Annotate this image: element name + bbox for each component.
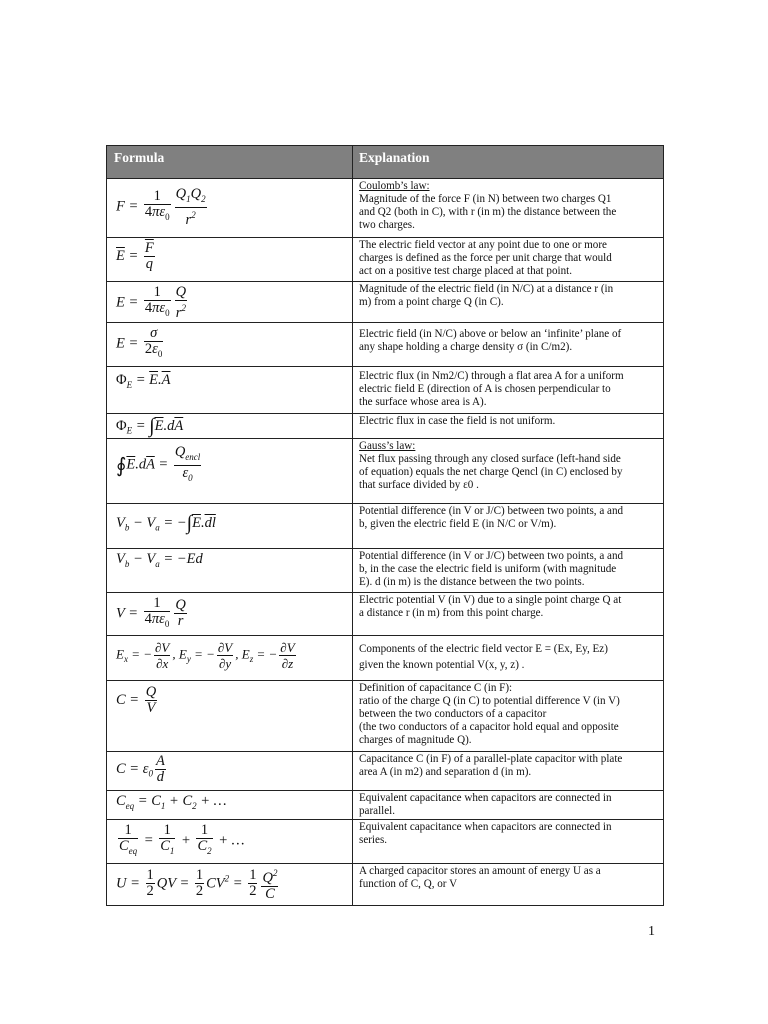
explanation-line: A charged capacitor stores an amount of energy U as a: [359, 865, 601, 877]
formula-cell: [107, 549, 353, 592]
explanation-cell: [353, 439, 663, 503]
explanation-cell: [353, 593, 663, 635]
explanation-cell: [353, 864, 663, 905]
table-row: [107, 636, 663, 681]
table-row: [107, 593, 663, 636]
formula-cell: [107, 323, 353, 366]
explanation-cell: [353, 504, 663, 548]
formula-point-charge-field: E = $\frac{1}{4\pi\varepsilon_0}$ $\frac{Q}{r^2}$: [116, 284, 187, 321]
explanation-line: area A (in m2) and separation d (in m).: [359, 766, 532, 778]
formula-potential-uniform: $V_b - V_a = -Ed$: [116, 551, 203, 569]
table-row: [107, 282, 663, 323]
explanation-line: Gauss’s law:: [359, 440, 416, 452]
explanation-line: Definition of capacitance C (in F):: [359, 682, 513, 694]
formula-column-header: Formula: [107, 146, 353, 178]
explanation-line: electric field E (direction of A is chosen perpendicular to: [359, 383, 611, 395]
formula-cell: [107, 752, 353, 790]
explanation-line: two charges.: [359, 219, 415, 231]
explanation-line: any shape holding a charge density σ (in C/m2).: [359, 341, 573, 353]
explanation-line: m) from a point charge Q (in C).: [359, 296, 504, 308]
formula-cell: [107, 439, 353, 503]
explanation-cell: [353, 549, 663, 592]
formula-cell: [107, 864, 353, 905]
explanation-line: Potential difference (in V or J/C) between two points, a and: [359, 550, 624, 562]
explanation-line: charges of magnitude Q).: [359, 734, 472, 746]
formula-plane-field: E = $\frac{\sigma}{2\varepsilon_0}$: [116, 325, 163, 359]
formula-capacitors-parallel: $C_{eq} = C_1 + C_2$ + …: [116, 793, 227, 811]
table-row: [107, 439, 663, 504]
table-row: [107, 414, 663, 439]
explanation-line: (the two conductors of a capacitor hold equal and opposite: [359, 721, 619, 733]
explanation-cell: [353, 367, 663, 413]
table-row: [107, 820, 663, 864]
explanation-cell: [353, 681, 663, 751]
formula-capacitors-series: 1 $C_{eq}$ = $\frac{1}{C_1}$ + $\frac{1}{C_2}$ + …: [119, 822, 245, 856]
explanation-line: series.: [359, 834, 388, 846]
explanation-line: Electric flux in case the field is not uniform.: [359, 415, 556, 427]
explanation-line: Components of the electric field vector E = (Ex, Ey, Ez): [359, 643, 608, 655]
table-header: [107, 146, 663, 179]
explanation-line: Capacitance C (in F) of a parallel-plate capacitor with plate: [359, 753, 623, 765]
explanation-line: the surface whose area is A).: [359, 396, 487, 408]
explanation-line: The electric field vector at any point due to one or more: [359, 239, 607, 251]
formula-parallel-plate: $C = \varepsilon_0$ $\frac{A}{d}$: [116, 753, 165, 785]
table-row: [107, 367, 663, 414]
explanation-line: Coulomb’s law:: [359, 180, 430, 192]
formula-capacitor-energy: U = $\frac{1}{2}$ QV = $\frac{1}{2}$ $CV^2$ = $\frac{1}{2}$ $\frac{Q^2}{C}$: [116, 867, 278, 902]
explanation-line: function of C, Q, or V: [359, 878, 458, 890]
explanation-line: Electric potential V (in V) due to a single point charge Q at: [359, 594, 622, 606]
formula-flux-integral: $\Phi_E = \int\overline{E}.d\overline{A}$: [116, 415, 184, 437]
formula-cell: [107, 636, 353, 680]
table-row: [107, 864, 663, 905]
explanation-line: Net flux passing through any closed surface (left-hand side: [359, 453, 621, 465]
explanation-line: act on a positive test charge placed at that point.: [359, 265, 572, 277]
formula-field-from-potential: $E_x$ = − $\frac{\partial V}{\partial x}$ , $E_y$ = − $\frac{\partial V}{\partial y}$ , $E_z$ = − $\frac{\partial V}{\partial z}$: [116, 640, 295, 671]
explanation-line: ratio of the charge Q (in C) to potential difference V (in V): [359, 695, 620, 707]
explanation-column-header: Explanation: [359, 150, 430, 165]
formula-cell: [107, 179, 353, 237]
formula-potential-integral: $V_b - V_a = -\int\overline{E}.\overline{dl}$: [116, 512, 216, 534]
explanation-cell: [353, 238, 663, 281]
formula-gauss-law: $∮\overline{E}.d\overline{A}$ = $Q_{encl}$ $\varepsilon_0$: [116, 444, 201, 483]
page-number: 1: [648, 924, 655, 939]
table-row: [107, 681, 663, 752]
formula-coulomb: F = $\frac{1}{4\pi\varepsilon_0}$ $\frac{Q_1Q_2}{r^2}$: [116, 186, 206, 228]
explanation-cell: [353, 636, 663, 680]
formula-cell: [107, 367, 353, 413]
table-row: [107, 238, 663, 282]
formula-cell: [107, 681, 353, 751]
explanation-cell: [353, 752, 663, 790]
formula-cell: [107, 504, 353, 548]
explanation-line: Potential difference (in V or J/C) between two points, a and: [359, 505, 624, 517]
table-row: [107, 752, 663, 791]
formula-flux-uniform: $\Phi_E = \overline{E}.\overline{A}$: [116, 372, 171, 390]
explanation-line: b, in the case the electric field is uniform (with magnitude: [359, 563, 617, 575]
explanation-line: parallel.: [359, 805, 396, 817]
explanation-cell: [353, 820, 663, 863]
explanation-cell: [353, 179, 663, 237]
explanation-cell: [353, 791, 663, 819]
explanation-cell: [353, 323, 663, 366]
table-row: [107, 791, 663, 820]
explanation-line: Magnitude of the force F (in N) between two charges Q1: [359, 193, 612, 205]
table-row: [107, 549, 663, 593]
formula-point-potential: V = $\frac{1}{4\pi\varepsilon_0}$ $\frac{Q}{r}$: [116, 595, 186, 630]
explanation-line: a distance r (in m) from this point charge.: [359, 607, 544, 619]
explanation-line: Magnitude of the electric field (in N/C) at a distance r (in: [359, 283, 614, 295]
formula-cell: [107, 593, 353, 635]
formula-cell: [107, 820, 353, 863]
table-row: [107, 179, 663, 238]
explanation-line: and Q2 (both in C), with r (in m) the distance between the: [359, 206, 617, 218]
explanation-line: Equivalent capacitance when capacitors are connected in: [359, 792, 612, 804]
table-row: [107, 323, 663, 367]
explanation-line: charges is defined as the force per unit charge that would: [359, 252, 612, 264]
table-row: [107, 504, 663, 549]
formula-cell: [107, 414, 353, 438]
explanation-line: Equivalent capacitance when capacitors are connected in: [359, 821, 612, 833]
explanation-cell: [353, 282, 663, 322]
explanation-cell: [353, 414, 663, 438]
formula-table: [106, 145, 664, 906]
formula-cell: [107, 282, 353, 322]
explanation-line: E). d (in m) is the distance between the two points.: [359, 576, 585, 588]
formula-field-definition: $\overline{E}$ = $\frac{\overline{F}}{q}$: [116, 240, 154, 272]
explanation-line: Electric flux (in Nm2/C) through a flat area A for a uniform: [359, 370, 624, 382]
explanation-line: that surface divided by ε0 .: [359, 479, 479, 491]
explanation-line: b, given the electric field E (in N/C or V/m).: [359, 518, 557, 530]
explanation-line: between the two conductors of a capacitor: [359, 708, 547, 720]
formula-capacitance-definition: C = $\frac{Q}{V}$: [116, 684, 157, 716]
explanation-line: Electric field (in N/C) above or below an ‘infinite’ plane of: [359, 328, 622, 340]
explanation-line: given the known potential V(x, y, z) .: [359, 659, 525, 671]
formula-cell: [107, 791, 353, 819]
formula-cell: [107, 238, 353, 281]
explanation-line: of equation) equals the net charge Qencl (in C) enclosed by: [359, 466, 623, 478]
